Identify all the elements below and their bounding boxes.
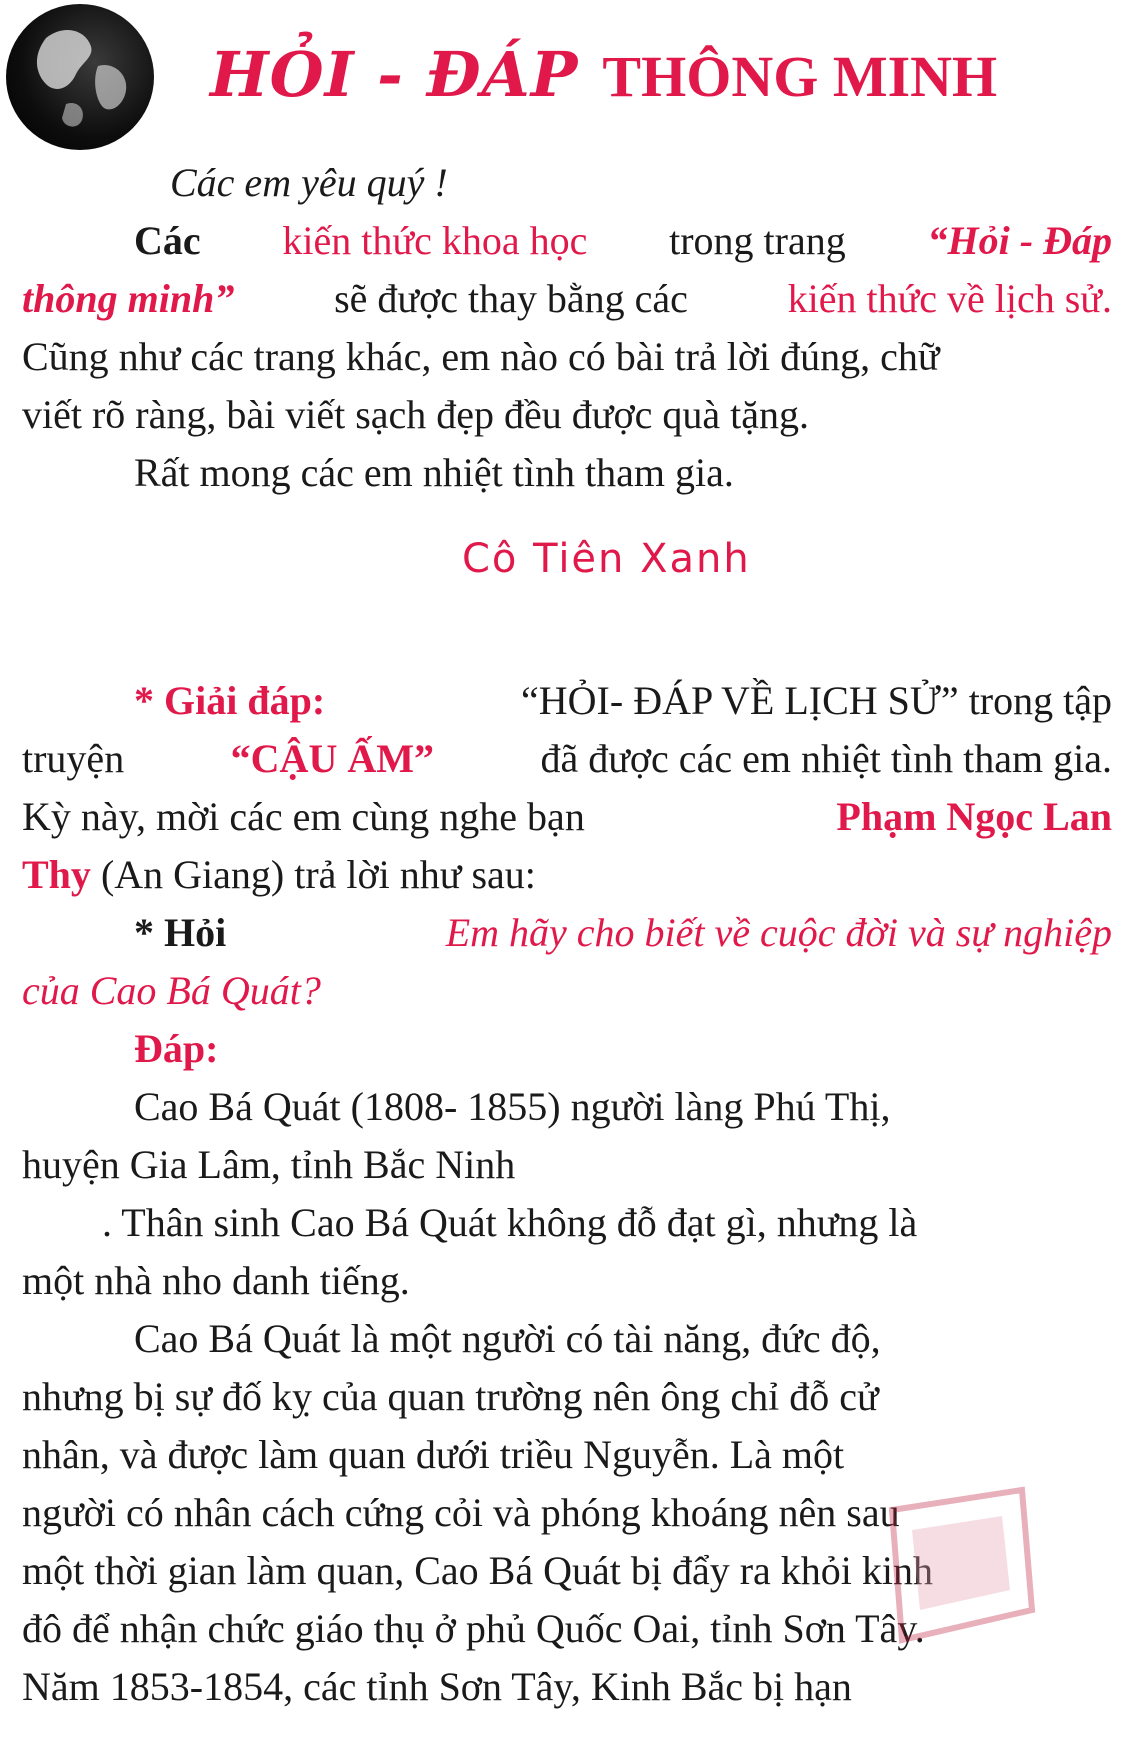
answer-line-2 [22,730,1112,788]
body-line-2: huyện Gia Lâm, tỉnh Bắc Ninh [22,1142,516,1187]
answer-heading [22,1020,1112,1078]
intro-word-cac: Các [134,218,201,263]
intro-section [22,154,1112,502]
body-line-8: người có nhân cách cứng cỏi và phóng khoáng nên sau [22,1490,900,1535]
body-line-11: Năm 1853-1854, các tỉnh Sơn Tây, Kinh Bắc bị hạn [22,1664,852,1709]
answer-line-3 [22,788,1112,846]
answer-text-4: Kỳ này, mời các em cùng nghe bạn [22,794,585,839]
globe-icon [6,4,154,150]
body-line-1: Cao Bá Quát (1808- 1855) người làng Phú Thị, [134,1084,891,1129]
body-line-10: đô để nhận chức giáo thụ ở phủ Quốc Oai, tỉnh Sơn Tây. [22,1606,925,1651]
answer-line-4 [22,846,1112,904]
answer-text-1: “HỎI- ĐÁP VỀ LỊCH SỬ” trong tập [521,678,1112,723]
intro-text-1: trong trang [669,218,846,263]
title-script: HỎI - ĐÁP [210,38,579,111]
question-line-1 [22,904,1112,962]
watermark-logo [872,1480,1040,1650]
answer-line-1 [22,672,1112,730]
answer-label: * Giải đáp: [134,678,326,723]
body-line-5: Cao Bá Quát là một người có tài năng, đức độ, [134,1316,881,1361]
signature: Cô Tiên Xanh [462,536,751,582]
intro-line-2 [22,270,1112,328]
student-name: Phạm Ngọc Lan [836,794,1112,839]
intro-line-3: Cũng như các trang khác, em nào có bài trả lời đúng, chữ [22,334,940,379]
intro-highlight-1: kiến thức khoa học [282,218,588,263]
intro-text-2: sẽ được thay bằng các [334,276,688,321]
intro-line-1 [22,212,1112,270]
body-line-7: nhân, và được làm quan dưới triều Nguyễn. Là một [22,1432,845,1477]
body-line-3: . Thân sinh Cao Bá Quát không đỗ đạt gì, nhưng là [102,1200,918,1245]
intro-highlight-2: “Hỏi - Đáp [927,218,1112,263]
greeting: Các em yêu quý ! [170,160,448,205]
answer-text-3: đã được các em nhiệt tình tham gia. [540,736,1112,781]
question-line-2 [22,962,1112,1020]
student-name-end: Thy [22,852,91,897]
intro-line-4: viết rõ ràng, bài viết sạch đẹp đều được quà tặng. [22,392,810,437]
question-text-2: của Cao Bá Quát? [22,968,321,1013]
answer-text-2: truyện [22,736,125,781]
page-title [210,38,997,111]
question-label: * Hỏi [134,910,227,955]
answer-text-5: (An Giang) trả lời như sau: [100,852,536,897]
body-line-4: một nhà nho danh tiếng. [22,1258,410,1303]
intro-highlight-4: kiến thức về lịch sử. [787,276,1112,321]
story-title: “CẬU ẤM” [230,736,434,781]
intro-highlight-3: thông minh” [22,276,235,321]
answer-heading-label: Đáp: [134,1026,219,1071]
body-line-9: một thời gian làm quan, Cao Bá Quát bị đẩy ra khỏi kinh [22,1548,933,1593]
intro-line-5: Rất mong các em nhiệt tình tham gia. [134,450,734,495]
title-block: THÔNG MINH [602,44,998,109]
question-text-1: Em hãy cho biết về cuộc đời và sự nghiệp [445,910,1112,955]
body-line-6: nhưng bị sự đố kỵ của quan trường nên ông chỉ đỗ cử [22,1374,879,1419]
